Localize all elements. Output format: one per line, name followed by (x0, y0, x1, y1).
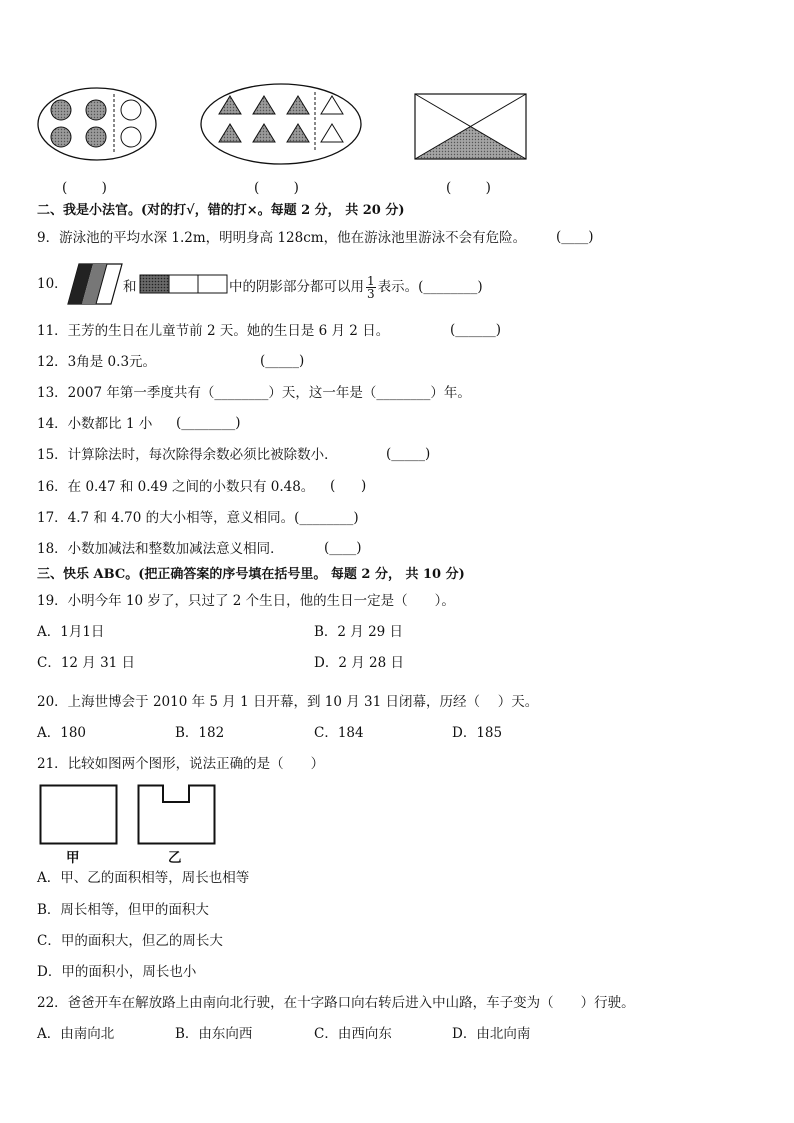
q19-option-d[interactable]: D．2 月 28 日 (314, 655, 404, 671)
q19-option-c[interactable]: C．12 月 31 日 (37, 655, 136, 671)
q22-option-b[interactable]: B．由东向西 (175, 1026, 253, 1042)
answer-paren-3[interactable]: ( ) (446, 180, 491, 196)
question-22: 22．爸爸开车在解放路上由南向北行驶，在十字路口向右转后进入中山路，车子变为（ ）行驶。 (37, 995, 635, 1011)
question-17: 17．4.7 和 4.70 的大小相等，意义相同。(________) (37, 510, 359, 526)
section-3-title: 三、快乐 ABC。(把正确答案的序号填在括号里。 每题 2 分， 共 10 分) (37, 567, 465, 582)
q21-label-jia: 甲 (66, 850, 80, 866)
q10-bar-figure (139, 274, 229, 294)
q21-shape-yi (137, 784, 217, 846)
q9-answer[interactable]: (____) (556, 229, 594, 245)
q20-option-a[interactable]: A．180 (37, 725, 87, 741)
q14-answer[interactable]: (________) (176, 415, 241, 431)
question-21: 21．比较如图两个图形，说法正确的是（ ） (37, 756, 325, 772)
q15-answer[interactable]: (_____) (386, 446, 431, 462)
q10-parallelogram-figure (67, 263, 123, 305)
q19-option-b[interactable]: B．2 月 29 日 (314, 624, 404, 640)
section-2-title: 二、我是小法官。(对的打√，错的打×。每题 2 分， 共 20 分) (37, 203, 405, 218)
question-16: 16．在 0.47 和 0.49 之间的小数只有 0.48。 (37, 479, 315, 495)
q20-option-b[interactable]: B．182 (175, 725, 225, 741)
figure-ellipse-triangles (199, 82, 363, 166)
q10-text: 中的阴影部分都可以用 $\frac{1}{3}$ 表示。(________) (229, 274, 483, 301)
q21-label-yi: 乙 (168, 850, 182, 866)
question-19: 19．小明今年 10 岁了，只过了 2 个生日，他的生日一定是（ ）。 (37, 593, 455, 609)
figure-ellipse-circles (36, 86, 158, 162)
q11-answer[interactable]: (______) (450, 322, 502, 338)
question-12: 12．3角是 0.3元。 (37, 354, 157, 370)
q10-and: 和 (123, 279, 137, 295)
figure-rectangle-triangle (414, 93, 528, 161)
question-15: 15．计算除法时，每次除得余数必须比被除数小． (37, 447, 338, 463)
q22-option-a[interactable]: A．由南向北 (37, 1026, 115, 1042)
q21-shape-jia (39, 784, 119, 846)
question-13: 13．2007 年第一季度共有（________）天，这一年是（________）年。 (37, 385, 471, 401)
question-14: 14．小数都比 1 小 (37, 416, 153, 432)
q20-option-c[interactable]: C．184 (314, 725, 364, 741)
q22-option-c[interactable]: C．由西向东 (314, 1026, 392, 1042)
q12-answer[interactable]: (_____) (260, 353, 305, 369)
question-9: 9．游泳池的平均水深 1.2m，明明身高 128cm，他在游泳池里游泳不会有危险。 (37, 230, 527, 246)
q10-number: 10． (37, 276, 68, 292)
question-18: 18．小数加减法和整数加减法意义相同． (37, 541, 284, 557)
answer-paren-1[interactable]: ( ) (62, 180, 107, 196)
fraction-one-third: $\frac{1}{3}$ (367, 274, 375, 301)
q22-option-d[interactable]: D．由北向南 (452, 1026, 531, 1042)
q18-answer[interactable]: (____) (324, 540, 362, 556)
answer-paren-2[interactable]: ( ) (254, 180, 299, 196)
q19-option-a[interactable]: A．1月1日 (37, 624, 105, 640)
q21-option-a[interactable]: A．甲、乙的面积相等，周长也相等 (37, 870, 250, 886)
question-11: 11．王芳的生日在儿童节前 2 天。她的生日是 6 月 2 日。 (37, 323, 390, 339)
q21-option-c[interactable]: C．甲的面积大，但乙的周长大 (37, 933, 223, 949)
question-20: 20．上海世博会于 2010 年 5 月 1 日开幕，到 10 月 31 日闭幕，历经（ ）天。 (37, 694, 539, 710)
q16-answer[interactable]: ( ) (330, 478, 367, 494)
q20-option-d[interactable]: D．185 (452, 725, 503, 741)
q21-option-b[interactable]: B．周长相等，但甲的面积大 (37, 902, 209, 918)
q21-option-d[interactable]: D．甲的面积小，周长也小 (37, 964, 197, 980)
